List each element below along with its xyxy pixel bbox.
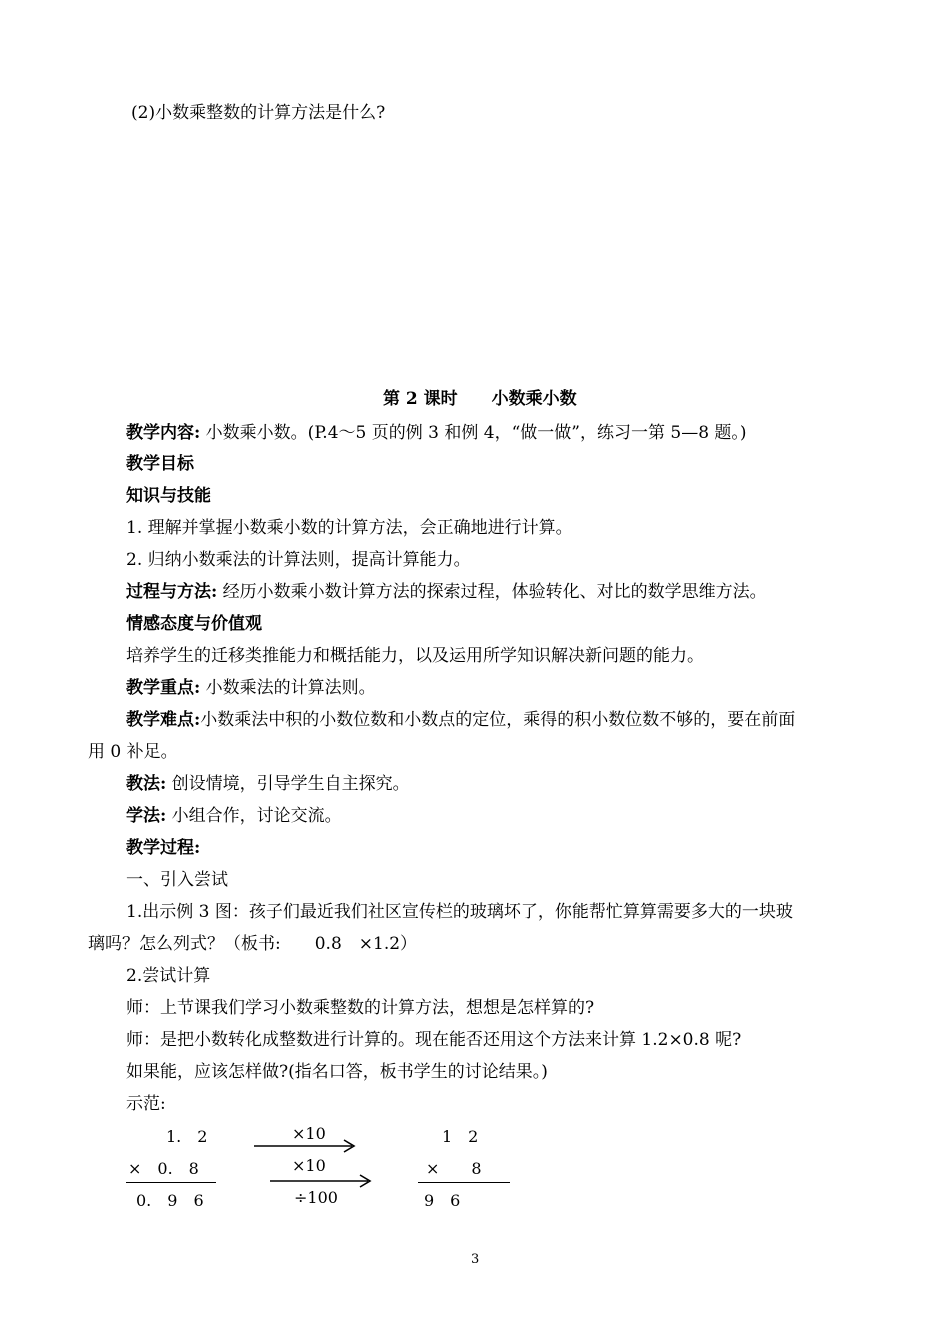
process-method-text: 经历小数乘小数计算方法的探索过程，体验转化、对比的数学思维方法。 [217,582,767,602]
key-point [126,676,376,700]
key-point-text: 小数乘法的计算法则。 [200,678,376,698]
left-product: 0. 9 6 [136,1191,204,1210]
right-underline [418,1182,510,1183]
learn-method-text: 小组合作，讨论交流。 [166,806,342,826]
left-multiplicand: 1. 2 [166,1127,208,1146]
emotion-text: 培养学生的迁移类推能力和概括能力，以及运用所学知识解决新问题的能力。 [126,646,704,666]
arrow-label-3: ÷100 [294,1188,338,1207]
lesson-title: 第 2 课时 小数乘小数 [383,389,577,409]
teach-method-text: 创设情境，引导学生自主探究。 [166,774,410,794]
left-multiplier: × 0. 8 [128,1159,199,1178]
right-arrow-icon [254,1138,358,1154]
right-product: 9 6 [424,1191,461,1210]
arrow-label-1: ×10 [292,1124,326,1143]
arrow-label-2: ×10 [292,1156,326,1175]
knowledge-heading: 知识与技能 [126,486,211,506]
objectives-heading: 教学目标 [126,454,194,474]
if-can-line: 如果能，应该怎样做?(指名口答，板书学生的讨论结果。) [126,1062,548,1082]
learn-method [126,804,342,828]
key-point-label: 教学重点: [126,678,201,698]
difficulty-continued: 用 0 补足。 [88,742,178,762]
right-multiplier: × 8 [426,1159,482,1178]
learn-method-label: 学法: [126,806,167,826]
objective-item-2: 2. 归纳小数乘法的计算法则，提高计算能力。 [126,550,471,570]
teach-method-label: 教法: [126,774,167,794]
question-2: (2)小数乘整数的计算方法是什么? [131,103,386,123]
left-underline [126,1182,216,1183]
teaching-content-text: 小数乘小数。(P.4～5 页的例 3 和例 4，“做一做”，练习一第 5—8 题。) [200,423,747,443]
teach-method [126,772,410,796]
teacher-line-2: 师：是把小数转化成整数进行计算的。现在能否还用这个方法来计算 1.2×0.8 呢? [126,1030,742,1050]
emotion-heading: 情感态度与价值观 [126,614,262,634]
teacher-line-1: 师：上节课我们学习小数乘整数的计算方法，想想是怎样算的? [126,998,595,1018]
page-number: 3 [471,1252,480,1267]
difficulty-label: 教学难点: [126,710,201,730]
process-method-label: 过程与方法: [126,582,218,602]
teaching-content-label: 教学内容: [126,423,201,443]
section-1-heading: 一、引入尝试 [126,870,228,890]
demo-label: 示范: [126,1094,166,1114]
right-arrow-icon [270,1173,374,1189]
process-heading: 教学过程: [126,838,201,858]
right-multiplicand: 1 2 [442,1127,479,1146]
difficulty [126,708,795,732]
process-method [126,580,767,604]
step-2-heading: 2.尝试计算 [126,966,211,986]
objective-item-1: 1. 理解并掌握小数乘小数的计算方法，会正确地进行计算。 [126,518,573,538]
difficulty-text: 小数乘法中积的小数位数和小数点的定位，乘得的积小数位数不够的，要在前面 [200,710,796,730]
step-1-line-1: 1.出示例 3 图：孩子们最近我们社区宣传栏的玻璃坏了，你能帮忙算算需要多大的一块玻 [126,902,793,922]
step-1-line-2: 璃吗？怎么列式？（板书: 0.8 ×1.2） [88,934,418,954]
teaching-content [126,421,747,445]
